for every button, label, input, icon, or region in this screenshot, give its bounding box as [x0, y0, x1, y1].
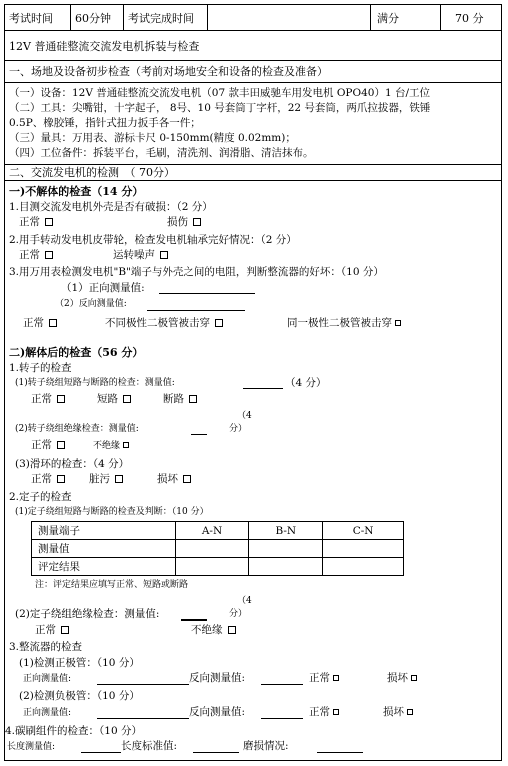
section2-body — [5, 181, 501, 760]
tools-line-cont: 0.5P、橡胶锤，指针式扭力扳手各一件； — [9, 117, 201, 129]
part2-heading: 二)解体后的检查（56 分） — [9, 346, 144, 359]
q1-text: 1.目测交流发电机外壳是否有破损：（2 分） — [9, 201, 213, 213]
stator-q2-option-normal[interactable]: 正常 — [35, 624, 69, 637]
section1-heading: 一、场地及设备初步检查（考前对场地安全和设备的检查及准备） — [9, 65, 328, 78]
finish-time-field[interactable] — [208, 5, 371, 30]
table-row — [32, 540, 404, 558]
stator-q1-text: (1)定子绕组短路与断路的检查及判断：（10 分） — [15, 507, 209, 517]
checkbox[interactable] — [123, 442, 129, 448]
checkbox[interactable] — [45, 251, 53, 259]
checkbox[interactable] — [61, 626, 69, 634]
rectifier-heading: 3.整流器的检查 — [9, 641, 83, 653]
page-title: 12V 普通硅整流交流发电机拆装与检查 — [9, 40, 200, 53]
checkbox[interactable] — [411, 675, 417, 681]
rotor-q1-input[interactable] — [243, 378, 283, 389]
rotor-q1-text: (1)转子绕组短路与断路的检查：测量值: — [15, 378, 175, 388]
checkbox[interactable] — [407, 709, 413, 715]
rect-q2-option-normal[interactable]: 正常 — [309, 706, 339, 719]
q3-option-normal[interactable]: 正常 — [23, 317, 57, 330]
stator-heading: 2.定子的检查 — [9, 491, 72, 503]
table-input-cell[interactable] — [323, 558, 404, 576]
rect-q2-reverse-label: 反向测量值: — [189, 706, 246, 718]
rect-q2-text: (2)检测负极管：（10 分） — [19, 690, 140, 702]
title-row — [5, 31, 501, 61]
rotor-q2-option-normal[interactable]: 正常 — [31, 439, 65, 452]
q2-text: 2.用手转动发电机皮带轮，检查发电机轴承完好情况：（2 分） — [9, 234, 297, 246]
rotor-q2-input[interactable] — [191, 424, 207, 435]
rotor-q1-option-normal[interactable]: 正常 — [31, 393, 65, 406]
section1-body — [5, 83, 501, 165]
brush-wear-label: 磨损情况: — [243, 740, 289, 752]
rect-q1-forward-input[interactable] — [97, 674, 189, 685]
table-header-cell: B-N — [249, 522, 323, 540]
rect-q2-reverse-input[interactable] — [261, 708, 303, 719]
checkbox[interactable] — [57, 475, 65, 483]
q3-reverse-input[interactable] — [147, 300, 245, 311]
checkbox[interactable] — [333, 709, 339, 715]
rect-q1-option-damaged[interactable]: 损坏 — [387, 672, 417, 685]
table-input-cell[interactable] — [175, 540, 249, 558]
table-row — [32, 558, 404, 576]
rotor-q3-text: (3)滑环的检查：（4 分） — [15, 458, 130, 470]
table-input-cell[interactable] — [175, 558, 249, 576]
exam-time-value: 60分钟 — [71, 5, 124, 30]
checkbox[interactable] — [123, 395, 131, 403]
rotor-q2-score-a: （4 — [237, 411, 252, 421]
checkbox[interactable] — [193, 218, 201, 226]
tools-line: （二）工具：尖嘴钳，十字起子， 8号、10 号套筒丁字杆，22 号套筒，两爪拉拔器，铁锤 — [9, 102, 431, 114]
rotor-q2-option-not-insulated[interactable]: 不绝缘 — [93, 440, 129, 453]
checkbox[interactable] — [395, 320, 401, 326]
brush-std-input[interactable] — [193, 742, 239, 753]
table-input-cell[interactable] — [249, 558, 323, 576]
q3-reverse-label: （2）反向测量值: — [55, 299, 127, 309]
table-input-cell[interactable] — [323, 540, 404, 558]
exam-time-label: 考试时间 — [5, 5, 71, 30]
equipment-line: （一）设备：12V 普通硅整流交流发电机（07 款丰田威驰车用发电机 OPO40）1 台/工位 — [9, 87, 431, 99]
brush-heading: 4.碳刷组件的检查：（10 分） — [5, 725, 142, 737]
q1-option-normal[interactable]: 正常 — [19, 216, 53, 229]
checkbox[interactable] — [45, 218, 53, 226]
stator-note: 注：评定结果应填写正常、短路或断路 — [35, 580, 189, 590]
row-label: 评定结果 — [32, 558, 176, 576]
exam-sheet — [4, 4, 502, 761]
brush-wear-input[interactable] — [317, 742, 363, 753]
rotor-q3-option-dirty[interactable]: 脏污 — [89, 473, 123, 486]
rotor-q3-option-normal[interactable]: 正常 — [31, 473, 65, 486]
brush-length-input[interactable] — [81, 742, 121, 753]
rotor-q2-text: (2)转子绕组绝缘检查：测量值: — [15, 424, 139, 434]
rotor-q1-score: （4 分） — [285, 377, 327, 389]
rotor-q2-score-b: 分） — [229, 424, 248, 434]
q3-option-same-polarity[interactable]: 同一极性二极管被击穿 — [287, 317, 401, 330]
rect-q2-option-damaged[interactable]: 损坏 — [383, 706, 413, 719]
table-header-cell: 测量端子 — [32, 522, 176, 540]
checkbox[interactable] — [189, 395, 197, 403]
gauges-line: （三）量具：万用表、游标卡尺 0-150mm(精度 0.02mm)； — [9, 132, 296, 144]
rect-q1-reverse-label: 反向测量值: — [189, 672, 246, 684]
q3-text: 3.用万用表检测发电机"B"端子与外壳之间的电阻，判断整流器的好坏：（10 分） — [9, 266, 384, 278]
brush-std-label: 长度标准值: — [121, 740, 178, 752]
stator-q2-option-not-insulated[interactable]: 不绝缘 — [191, 624, 236, 637]
full-score-value: 70 分 — [455, 11, 484, 25]
q2-option-normal[interactable]: 正常 — [19, 249, 53, 262]
row-label: 测量值 — [32, 540, 176, 558]
rect-q1-text: (1)检测正极管：（10 分） — [19, 657, 140, 669]
table-header-cell: A-N — [175, 522, 249, 540]
section1-heading-row — [5, 61, 501, 83]
q3-forward-label: （1）正向测量值: — [61, 282, 145, 294]
checkbox[interactable] — [57, 441, 65, 449]
rotor-heading: 1.转子的检查 — [9, 362, 72, 374]
rect-q1-option-normal[interactable]: 正常 — [309, 672, 339, 685]
stator-q2-score-a: （4 — [237, 596, 252, 606]
rect-q2-forward-input[interactable] — [97, 708, 189, 719]
table-input-cell[interactable] — [249, 540, 323, 558]
q3-option-diff-polarity[interactable]: 不同极性二极管被击穿 — [105, 317, 223, 330]
stator-q2-input[interactable] — [181, 609, 207, 621]
q1-option-damage[interactable]: 损伤 — [167, 216, 201, 229]
stator-table — [31, 521, 404, 576]
full-score-label: 满分 — [371, 5, 441, 30]
finish-time-label: 考试完成时间 — [124, 5, 208, 30]
table-header-cell: C-N — [323, 522, 404, 540]
section2-heading-row — [5, 165, 501, 181]
q2-option-noise[interactable]: 运转噪声 — [113, 249, 168, 262]
part1-heading: 一)不解体的检查（14 分） — [9, 185, 144, 198]
checkbox[interactable] — [57, 395, 65, 403]
rotor-q1-option-open[interactable]: 断路 — [163, 393, 197, 406]
q3-forward-input[interactable] — [159, 283, 255, 294]
stator-table-header-row — [32, 522, 404, 540]
rect-q1-reverse-input[interactable] — [261, 674, 303, 685]
stator-q2-score-b: 分） — [229, 609, 248, 619]
rect-q1-forward-label: 正向测量值: — [23, 674, 72, 684]
rect-q2-forward-label: 正向测量值: — [23, 708, 72, 718]
brush-length-label: 长度测量值: — [7, 742, 56, 752]
checkbox[interactable] — [115, 475, 123, 483]
rotor-q3-option-damaged[interactable]: 损坏 — [157, 473, 191, 486]
checkbox[interactable] — [160, 251, 168, 259]
header-row — [5, 5, 501, 31]
spares-line: （四）工位备件：拆装平台，毛刷，清洗剂、润滑脂、清洁抹布。 — [9, 147, 314, 159]
stator-q2-text: (2)定子绕组绝缘检查：测量值: — [15, 608, 160, 620]
checkbox[interactable] — [215, 319, 223, 327]
section2-heading: 二、交流发电机的检测 （ 70分） — [9, 166, 175, 179]
checkbox[interactable] — [228, 626, 236, 634]
checkbox[interactable] — [49, 319, 57, 327]
checkbox[interactable] — [183, 475, 191, 483]
rotor-q1-option-short[interactable]: 短路 — [97, 393, 131, 406]
checkbox[interactable] — [333, 675, 339, 681]
